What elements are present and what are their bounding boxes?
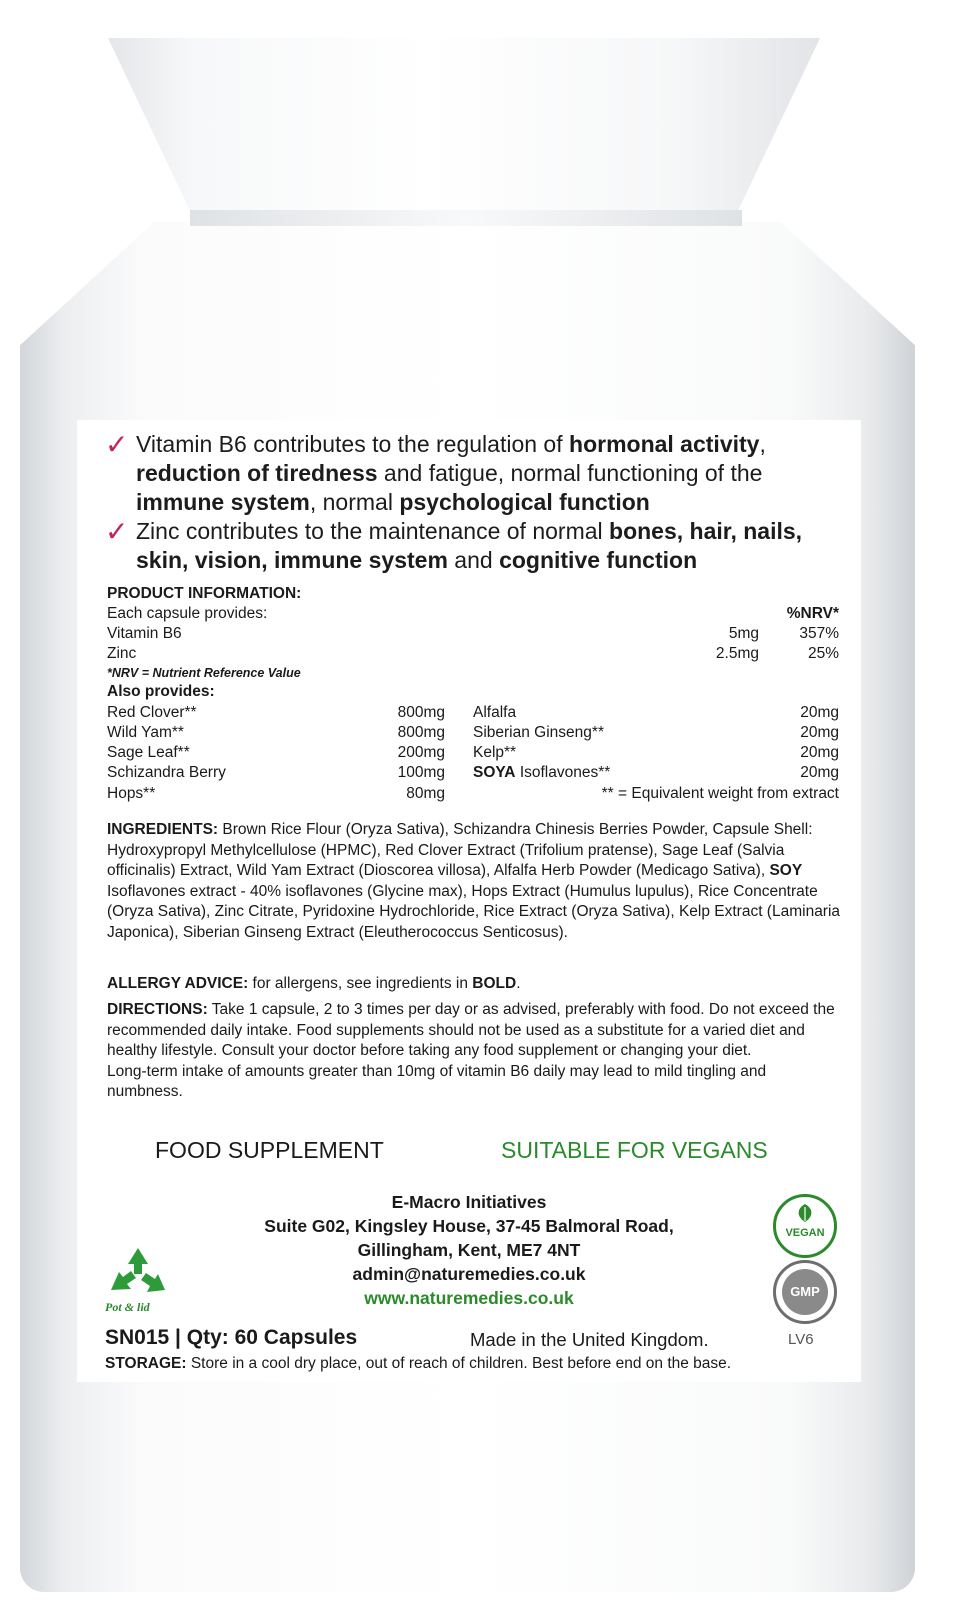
extract-amount: 800mg <box>397 704 445 721</box>
claim-zinc <box>107 517 847 575</box>
claim-vitamin-b6 <box>107 430 847 517</box>
extract-amount: 80mg <box>406 785 445 802</box>
directions-text: DIRECTIONS: Take 1 capsule, 2 to 3 times per day or as advised, preferably with food. Do not exceed the recommended daily intake. Food supplements should not be used as a substitute for a varied diet and healthy lifestyle. Consult your doctor before taking any food supplement or changing your diet. Long-term intake of amounts greater than 10mg of vitamin B6 daily may lead to mild tingling and numbness. <box>107 1001 835 1100</box>
gmp-badge <box>773 1260 837 1324</box>
nutrient-name: Zinc <box>107 645 137 662</box>
nutrient-name: Vitamin B6 <box>107 625 182 642</box>
nrv-header: %NRV* <box>786 605 839 622</box>
extract-name: Kelp** <box>473 744 517 761</box>
nutrient-amount: 5mg <box>728 625 759 642</box>
nrv-note: *NRV = Nutrient Reference Value <box>107 666 301 680</box>
vegan-badge <box>773 1194 837 1258</box>
sku-quantity: SN015 | Qty: 60 Capsules <box>105 1326 358 1349</box>
claim-text: Vitamin B6 contributes to the regulation of hormonal activity, reduction of tiredness and fatigue, normal functioning of the immune system, normal psychological function <box>136 431 766 515</box>
extract-name: Hops** <box>107 785 156 802</box>
extract-amount: 20mg <box>800 724 839 741</box>
product-info-heading: PRODUCT INFORMATION: <box>107 585 302 602</box>
extract-amount: 100mg <box>397 764 445 781</box>
extract-name: Red Clover** <box>107 704 197 721</box>
label-version: LV6 <box>788 1331 814 1348</box>
company-website: www.naturemedies.co.uk <box>364 1288 574 1308</box>
also-provides-heading: Also provides: <box>107 683 215 700</box>
allergy-advice: ALLERGY ADVICE: for allergens, see ingredients in BOLD. <box>107 975 521 992</box>
company-address-2: Gillingham, Kent, ME7 4NT <box>357 1240 581 1260</box>
leaf-icon <box>794 1203 816 1223</box>
extract-name: SOYA Isoflavones** <box>473 764 611 781</box>
extract-name: Wild Yam** <box>107 724 184 741</box>
company-block <box>77 1190 861 1310</box>
extract-amount: 20mg <box>800 704 839 721</box>
storage-text: STORAGE: Store in a cool dry place, out of reach of children. Best before end on the base. <box>105 1355 732 1372</box>
company-email: admin@naturemedies.co.uk <box>352 1264 586 1284</box>
product-label <box>77 420 861 1382</box>
food-supplement-label: FOOD SUPPLEMENT <box>155 1137 384 1163</box>
gmp-badge-text: GMP <box>790 1284 820 1299</box>
extract-amount: 800mg <box>397 724 445 741</box>
extract-amount: 20mg <box>800 764 839 781</box>
bottle-lid <box>108 38 820 218</box>
company-address-1: Suite G02, Kingsley House, 37-45 Balmoral Road, <box>264 1216 674 1236</box>
bottle-neck <box>190 210 742 226</box>
pot-and-lid-label: Pot & lid <box>105 1300 150 1314</box>
nutrient-nrv: 357% <box>799 625 839 642</box>
equivalent-weight-note: ** = Equivalent weight from extract <box>601 785 839 802</box>
nutrient-amount: 2.5mg <box>715 645 759 662</box>
extract-name: Schizandra Berry <box>107 764 226 781</box>
claim-text: Zinc contributes to the maintenance of normal bones, hair, nails, skin, vision, immune system and cognitive function <box>136 518 803 573</box>
b6-warning: Long-term intake of amounts greater than 10mg of vitamin B6 daily may lead to mild tingling and numbness. <box>107 1062 767 1100</box>
extract-amount: 20mg <box>800 744 839 761</box>
extract-name: Sage Leaf** <box>107 744 190 761</box>
recycle-icon <box>105 1246 171 1298</box>
extract-name: Siberian Ginseng** <box>473 724 604 741</box>
each-capsule-label: Each capsule provides: <box>107 605 268 622</box>
check-icon: ✓ <box>105 429 129 460</box>
made-in-uk: Made in the United Kingdom. <box>470 1329 709 1350</box>
suitable-for-vegans-label: SUITABLE FOR VEGANS <box>501 1137 768 1163</box>
company-name: E-Macro Initiatives <box>391 1192 547 1212</box>
ingredients-text: INGREDIENTS: Brown Rice Flour (Oryza Sativa), Schizandra Chinesis Berries Powder, Capsule Shell: Hydroxypropyl Methylcellulose (HPMC), Red Clover Extract (Trifolium pratense), Sage Leaf (Salvia officinalis) Extract, Wild Yam Extract (Dioscorea villosa), Alfalfa Herb Powder (Medicago Sativa), SOY Isoflavones extract - 40% isoflavones (Glycine max), Hops Extract (Humulus lupulus), Rice Concentrate (Oryza Sativa), Zinc Citrate, Pyridoxine Hydrochloride, Rice Extract (Oryza Sativa), Kelp Extract (Laminaria Japonica), Siberian Ginseng Extract (Eleutherococcus Senticosus). <box>107 821 841 941</box>
nutrient-nrv: 25% <box>807 645 839 662</box>
vegan-badge-text: VEGAN <box>785 1227 825 1239</box>
check-icon: ✓ <box>105 516 129 547</box>
extract-amount: 200mg <box>397 744 445 761</box>
extract-name: Alfalfa <box>473 704 517 721</box>
